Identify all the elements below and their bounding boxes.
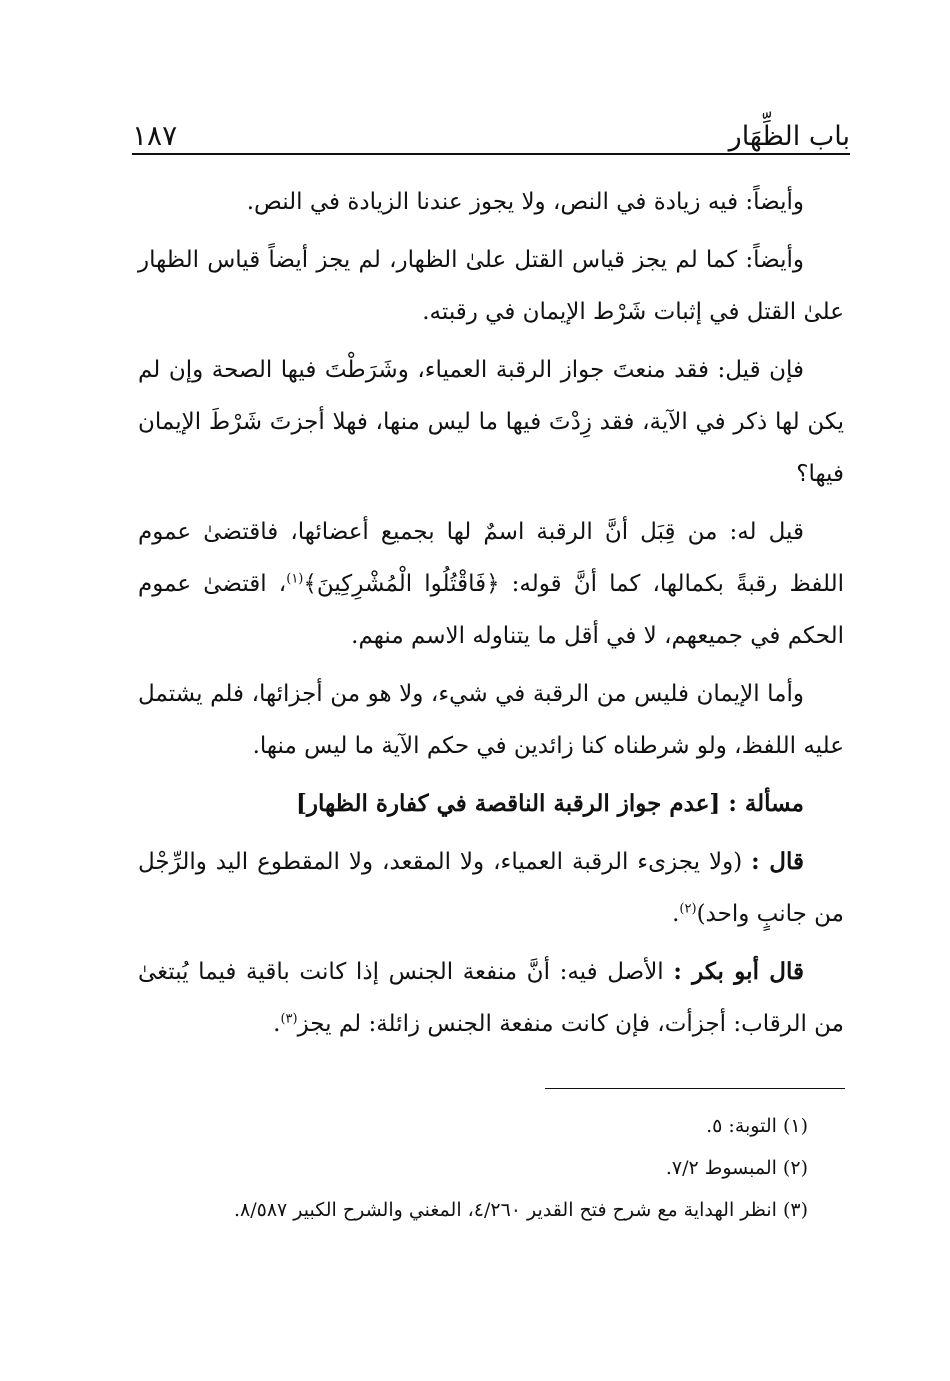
paragraph-lead: قال :	[751, 848, 805, 875]
paragraph	[138, 836, 844, 940]
paragraph-text: قيل له: من قِبَل أنَّ الرقبة اسمٌ لها بجميع أعضائها، فاقتضىٰ عموم اللفظ رقبةً بكمالها، كما أنَّ قوله: ﴿فَاقْتُلُوا الْمُشْرِكِينَ﴾	[138, 519, 844, 597]
footnote-ref: (١)	[286, 571, 304, 587]
paragraph: فإن قيل: فقد منعتَ جواز الرقبة العمياء، وشَرَطْتَ فيها الصحة وإن لم يكن لها ذكر في الآية، فقد زِدْتَ فيها ما ليس منها، فهلا أجزتَ شَرْطَ الإيمان فيها؟	[138, 357, 844, 487]
chapter-title: باب الظِّهَار	[728, 121, 850, 152]
footnote: (٢) المبسوط ٧/٢.	[665, 1157, 808, 1179]
paragraph-text: ، اقتضىٰ عموم الحكم في جميعهم، لا في أقل ما يتناوله الاسم منهم.	[138, 571, 844, 649]
header-divider	[132, 153, 850, 155]
footnotes	[138, 1105, 844, 1231]
section-heading: مسألة : [عدم جواز الرقبة الناقصة في كفارة الظهار]	[296, 790, 804, 817]
page-number: ١٨٧	[132, 119, 178, 152]
paragraph-lead: قال أبو بكر :	[673, 958, 804, 985]
paragraph: وأيضاً: فيه زيادة في النص، ولا يجوز عندنا الزيادة في النص.	[246, 189, 804, 215]
footnote-ref: (٣)	[280, 1011, 298, 1027]
paragraph-text: الأصل فيه: أنَّ منفعة الجنس إذا كانت باقية فيما يُبتغىٰ من الرقاب: أجزأت، فإن كانت منفعة الجنس زائلة: لم يجز	[138, 959, 844, 1037]
paragraph	[138, 506, 844, 662]
footnote-divider	[545, 1088, 845, 1089]
footnote: (١) التوبة: ٥.	[706, 1115, 808, 1137]
paragraph-text: .	[273, 1011, 281, 1037]
paragraph-text: (ولا يجزىء الرقبة العمياء، ولا المقعد، ولا المقطوع اليد والرِّجْل من جانبٍ واحد)	[138, 849, 844, 927]
body-text	[138, 176, 844, 1056]
footnote: (٣) انظر الهداية مع شرح فتح القدير ٤/٢٦٠، المغني والشرح الكبير ٨/٥٨٧.	[233, 1199, 808, 1221]
footnote-ref: (٢)	[679, 901, 697, 917]
paragraph: وأما الإيمان فليس من الرقبة في شيء، ولا هو من أجزائها، فلم يشتمل عليه اللفظ، ولو شرطناه كنا زائدين في حكم الآية ما ليس منها.	[138, 681, 844, 759]
paragraph-text: .	[672, 901, 680, 927]
running-header	[132, 106, 850, 152]
paragraph: وأيضاً: كما لم يجز قياس القتل علىٰ الظهار، لم يجز أيضاً قياس الظهار علىٰ القتل في إثبات شَرْط الإيمان في رقبته.	[138, 247, 844, 325]
paragraph	[138, 946, 844, 1050]
